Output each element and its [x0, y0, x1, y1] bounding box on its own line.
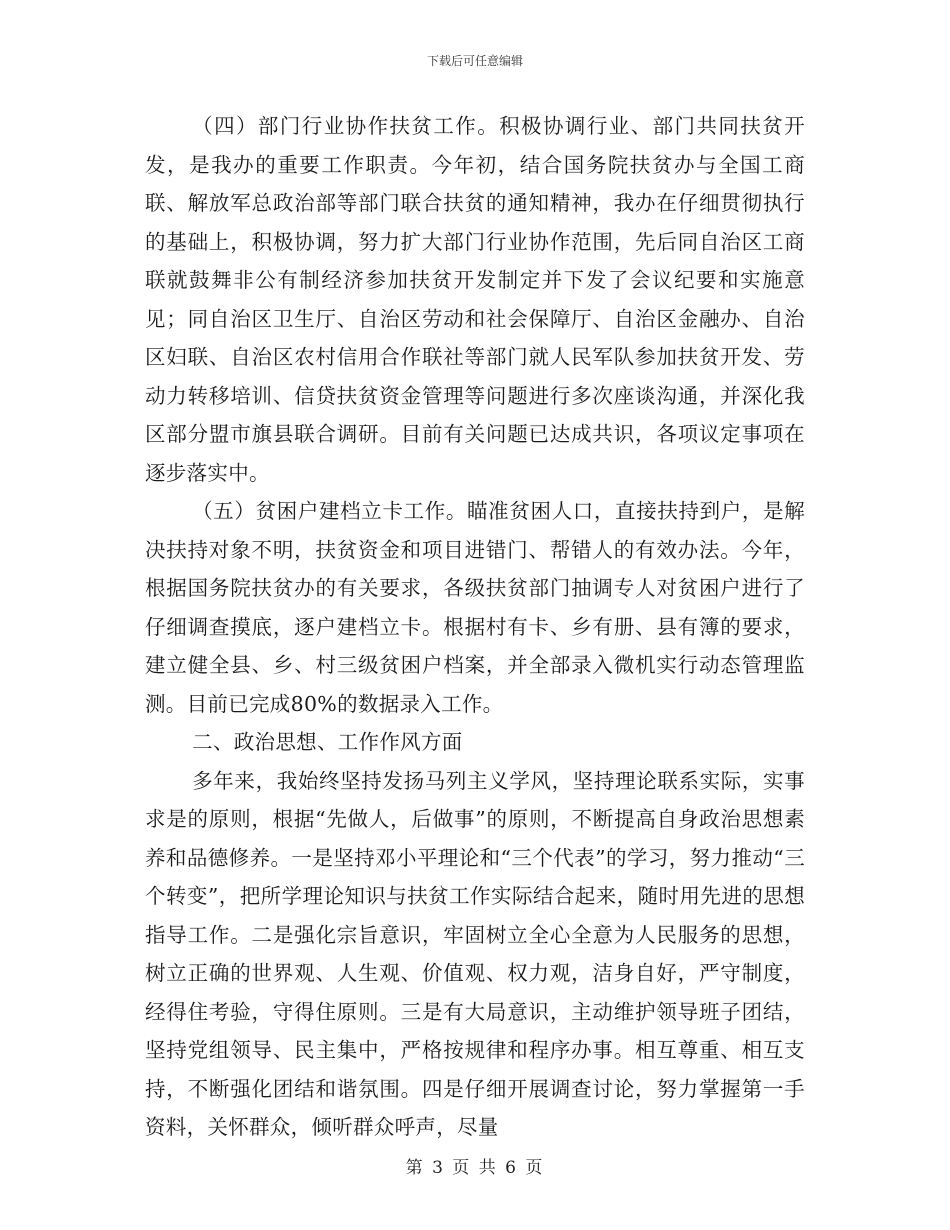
- page-header: 下载后可任意编辑: [426, 54, 523, 68]
- paragraph-dept-cooperation: （四）部门行业协作扶贫工作。积极协调行业、部门共同扶贫开发，是我办的重要工作职责。今年初，结合国务院扶贫办与全国工商联、解放军总政治部等部门联合扶贫的通知精神，我办在仔细贯彻执行的基础上，积极协调，努力扩大部门行业协作范围，先后同自治区工商联就鼓舞非公有制经济参加扶贫开发制定并下发了会议纪要和实施意见；同自治区卫生厅、自治区劳动和社会保障厅、自治区金融办、自治区妇联、自治区农村信用合作联社等部门就人民军队参加扶贫开发、劳动力转移培训、信贷扶贫资金管理等问题进行多次座谈沟通，并深化我区部分盟市旗县联合调研。目前有关问题已达成共识，各项议定事项在逐步落实中。: [145, 114, 805, 485]
- paragraph-political-thought: 多年来，我始终坚持发扬马列主义学风，坚持理论联系实际，实事求是的原则，根据“先做人，后做事”的原则，不断提高自身政治思想素养和品德修养。一是坚持邓小平理论和“三个代表”的学习，努力推动“三个转变”，把所学理论知识与扶贫工作实际结合起来，随时用先进的思想指导工作。二是强化宗旨意识，牢固树立全心全意为人民服务的思想，树立正确的世界观、人生观、价值观、权力观，洁身自好，严守制度，经得住考验，守得住原则。三是有大局意识，主动维护领导班子团结，坚持党组领导、民主集中，严格按规律和程序办事。相互尊重、相互支持，不断强化团结和谐氛围。四是仔细开展调查讨论，努力掌握第一手资料，关怀群众，倾听群众呼声，尽量: [145, 768, 805, 1139]
- document-body: [145, 107, 805, 1147]
- section-heading-political-thought: 二、政治思想、工作作风方面: [192, 730, 463, 754]
- page-number-footer: 第 3 页 共 6 页: [405, 1158, 545, 1178]
- paragraph-poor-household-records: （五）贫困户建档立卡工作。瞄准贫困人口，直接扶持到户，是解决扶持对象不明，扶贫资金和项目进错门、帮错人的有效办法。今年，根据国务院扶贫办的有关要求，各级扶贫部门抽调专人对贫困户进行了仔细调查摸底，逐户建档立卡。根据村有卡、乡有册、县有簿的要求，建立健全县、乡、村三级贫困户档案，并全部录入微机实行动态管理监测。目前已完成80%的数据录入工作。: [145, 499, 805, 716]
